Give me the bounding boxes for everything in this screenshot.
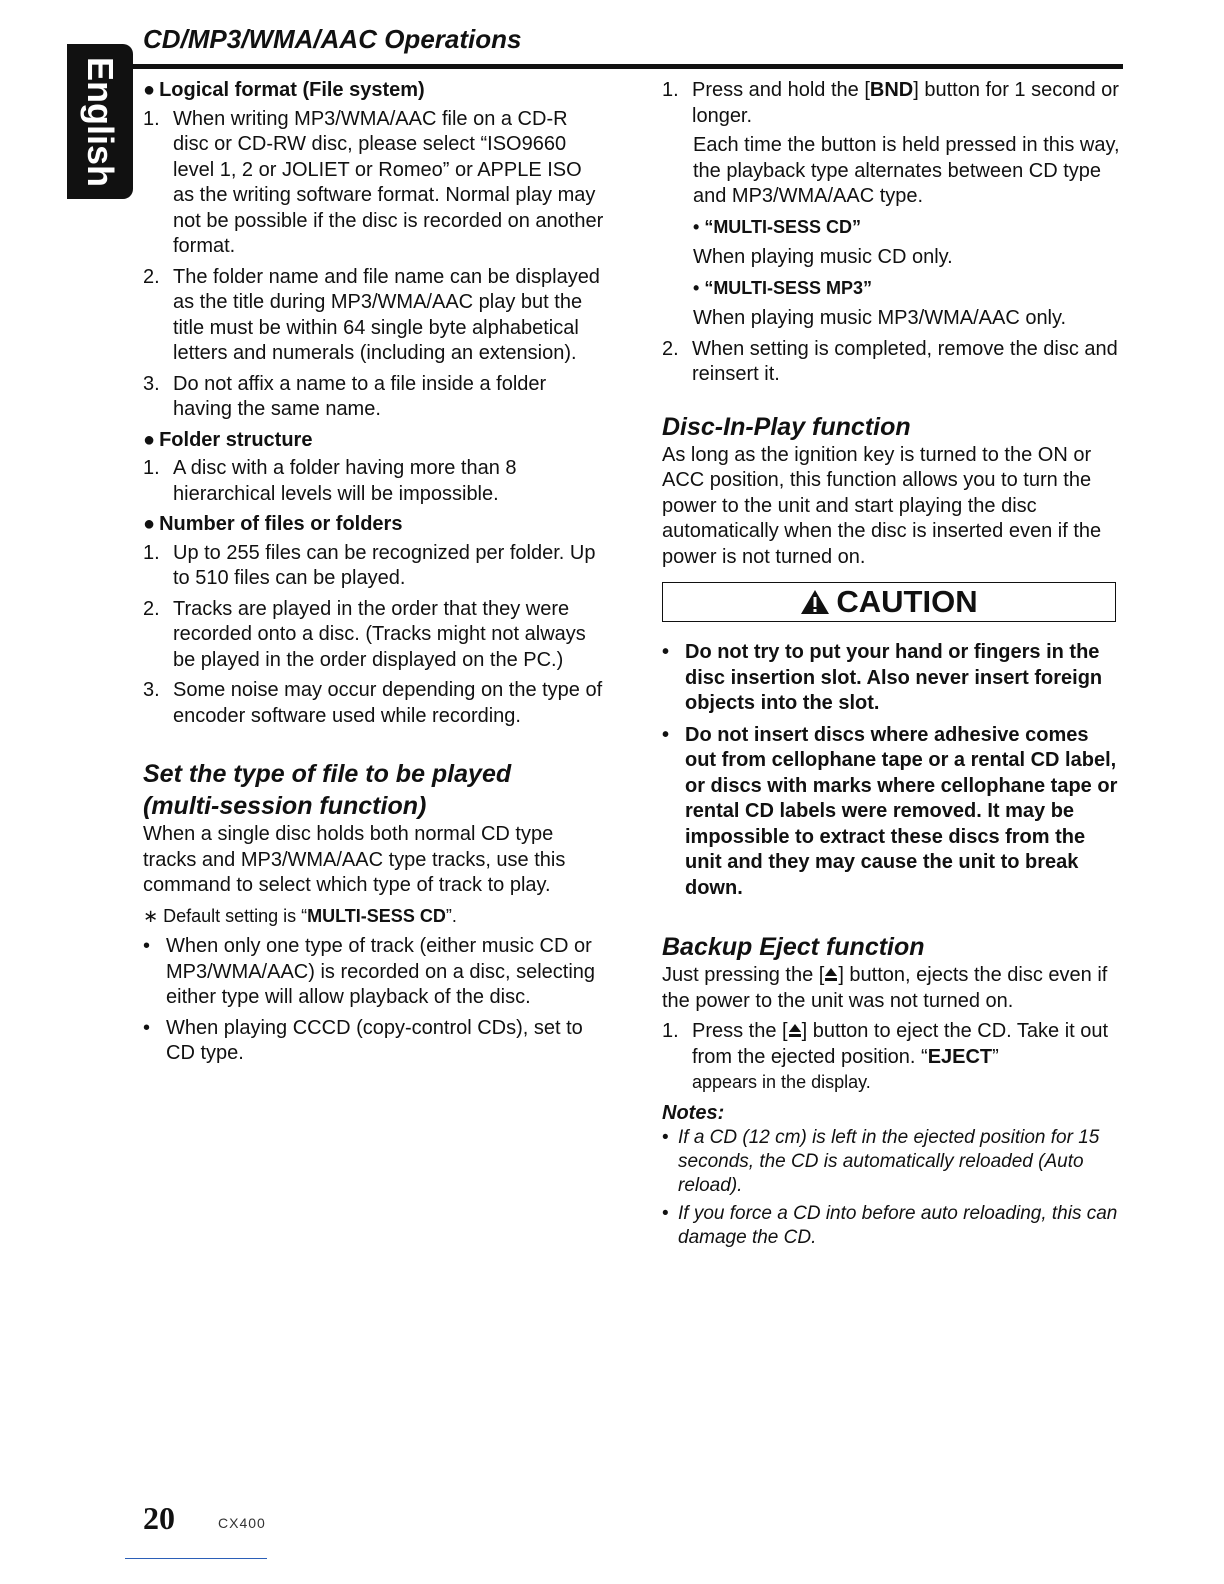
file-count-heading: ● Number of files or folders: [143, 513, 403, 535]
language-tab-label: English: [80, 56, 121, 188]
step-item: 2. When setting is completed, remove the disc and reinsert it.: [662, 337, 1118, 385]
page-title: CD/MP3/WMA/AAC Operations: [143, 24, 522, 54]
disc-in-play-title: Disc-In-Play function: [662, 412, 911, 441]
backup-eject-intro: Just pressing the [ ] button, ejects the disc even if the power to the unit was not turned on.: [662, 964, 1108, 1012]
list-item: 3. Do not affix a name to a file inside a folder having the same name.: [143, 372, 547, 420]
right-column: [662, 78, 1124, 1254]
language-tab: [67, 44, 133, 199]
model-number: CX400: [218, 1515, 266, 1531]
caution-item: • Do not insert discs where adhesive comes out from cellophane tape or a rental CD label, or discs with marks where cellophane tape or rental CD labels were removed. It may be impossible to extract these discs from the unit and they may cause the unit to break down.: [662, 723, 1118, 899]
list-item: 1. Up to 255 files can be recognized per folder. Up to 510 files can be played.: [143, 541, 596, 589]
option-cd-description: When playing music CD only.: [693, 246, 953, 268]
page-number: 20: [143, 1500, 175, 1536]
header-divider: [133, 64, 1123, 69]
note-item: • If you force a CD into before auto reloading, this can damage the CD.: [662, 1203, 1118, 1248]
list-item: 1. A disc with a folder having more than 8 hierarchical levels will be impossible.: [143, 457, 517, 505]
option-multi-sess-mp3: • “MULTI-SESS MP3”: [693, 277, 872, 298]
warning-icon: [800, 589, 830, 615]
left-column: [143, 78, 605, 1072]
list-item: 1. When writing MP3/WMA/AAC file on a CD-R disc or CD-RW disc, please select “ISO9660 level 1, 2 or JOLIET or Romeo” or APPLE ISO as the writing software format. Normal play may not be possible if the disc is recorded on another format.: [143, 107, 604, 257]
option-mp3-description: When playing music MP3/WMA/AAC only.: [693, 307, 1067, 329]
backup-eject-title: Backup Eject function: [662, 933, 925, 961]
logical-format-heading: ● Logical format (File system): [143, 79, 425, 101]
list-item: • When playing CCCD (copy-control CDs), set to CD type.: [143, 1016, 583, 1064]
step-item: 1. Press the [ ] button to eject the CD. Take it out from the ejected position. “EJECT” appears in the display.: [662, 1020, 1109, 1092]
list-item: • When only one type of track (either music CD or MP3/WMA/AAC) is recorded on a disc, selecting either type will allow playback of the disc.: [143, 935, 596, 1008]
step-item: 1. Press and hold the [BND] button for 1 second or longer.: [662, 79, 1119, 127]
list-item: 2. Tracks are played in the order that they were recorded onto a disc. (Tracks might not always be played in the order displayed on the PC.): [143, 597, 586, 671]
step-detail: Each time the button is held pressed in this way, the playback type alternates between CD type and MP3/WMA/AAC type.: [693, 134, 1120, 207]
list-item: 3. Some noise may occur depending on the type of encoder software used while recording.: [143, 679, 603, 727]
set-type-intro: When a single disc holds both normal CD type tracks and MP3/WMA/AAC type tracks, use this command to select which type of track to play.: [143, 823, 566, 896]
folder-structure-heading: ● Folder structure: [143, 428, 313, 451]
note-item: • If a CD (12 cm) is left in the ejected position for 15 seconds, the CD is automatically reloaded (Auto reload).: [662, 1127, 1100, 1196]
eject-icon: [824, 967, 838, 982]
disc-in-play-text: As long as the ignition key is turned to the ON or ACC position, this function allows you to turn the power to the unit and start playing the disc automatically when the disc is inserted even if the power is not turned on.: [662, 443, 1102, 568]
caution-label: CAUTION: [836, 584, 978, 620]
footer-divider: [125, 1558, 267, 1559]
notes-label: Notes:: [662, 1101, 725, 1124]
eject-icon: [788, 1023, 802, 1038]
option-multi-sess-cd: • “MULTI-SESS CD”: [693, 216, 861, 237]
list-item: 2. The folder name and file name can be displayed as the title during MP3/WMA/AAC play but the title must be within 64 single byte alphabetical letters and numerals (including an extension).: [143, 265, 600, 364]
set-type-title: Set the type of file to be played (multi-session function): [143, 760, 512, 820]
caution-banner: [662, 582, 1116, 622]
caution-item: • Do not try to put your hand or fingers in the disc insertion slot. Also never insert foreign objects into the slot.: [662, 641, 1103, 714]
default-setting-note: ∗ Default setting is “MULTI-SESS CD”.: [143, 905, 457, 926]
